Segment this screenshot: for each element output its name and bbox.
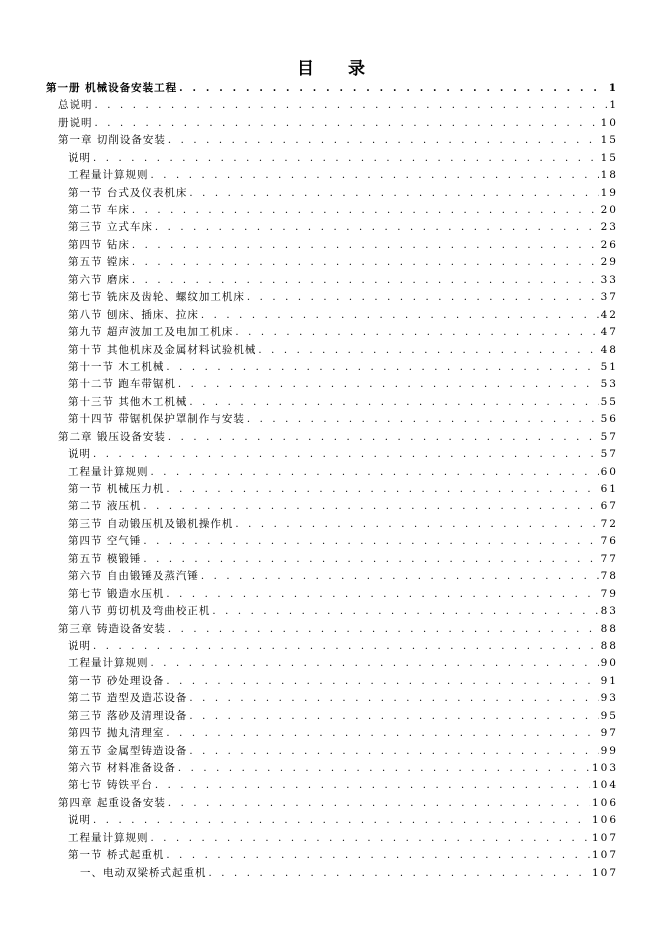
toc-entry-page: 107 — [591, 849, 618, 862]
toc-entry-title: 说明 — [68, 814, 91, 827]
toc-entry — [46, 621, 616, 638]
toc-dot-leader — [132, 254, 599, 271]
toc-entry — [46, 80, 616, 97]
toc-entry — [46, 778, 616, 795]
toc-entry-title: 第三节 自动锻压机及锻机操作机 — [68, 517, 234, 530]
toc-entry — [46, 830, 616, 847]
toc-entry-page: 106 — [591, 814, 618, 827]
toc-dot-leader — [93, 446, 599, 463]
toc-entry — [46, 272, 616, 289]
toc-entry — [46, 376, 616, 393]
toc-entry — [46, 708, 616, 725]
toc-entry-page: 103 — [591, 762, 618, 775]
toc-entry — [46, 202, 616, 219]
toc-entry-title: 第一册 机械设备安装工程 — [46, 81, 178, 94]
toc-dot-leader — [189, 690, 598, 707]
toc-entry — [46, 795, 616, 812]
toc-entry-title: 第六节 磨床 — [68, 273, 130, 286]
toc-entry-title: 第四章 起重设备安装 — [58, 796, 166, 809]
toc-dot-leader — [178, 376, 599, 393]
toc-entry-page: 26 — [600, 238, 618, 251]
toc-dot-leader — [235, 324, 598, 341]
toc-dot-leader — [189, 743, 598, 760]
toc-entry-title: 一、电动双梁桥式起重机 — [80, 866, 207, 879]
toc-entry-title: 第六节 自由锻锤及蒸汽锤 — [68, 570, 199, 583]
toc-dot-leader — [209, 865, 590, 882]
toc-entry — [46, 533, 616, 550]
toc-entry — [46, 394, 616, 411]
toc-entry-page: 99 — [600, 744, 618, 757]
toc-entry — [46, 812, 616, 829]
toc-dot-leader — [93, 638, 599, 655]
toc-entry-title: 说明 — [68, 151, 91, 164]
toc-entry — [46, 568, 616, 585]
toc-dot-leader — [132, 202, 599, 219]
toc-entry-page: 72 — [600, 517, 618, 530]
toc-entry — [46, 150, 616, 167]
toc-entry-page: 20 — [600, 204, 618, 217]
toc-entry — [46, 446, 616, 463]
toc-dot-leader — [95, 115, 599, 132]
page-title: 目 录 — [297, 59, 379, 79]
toc-entry — [46, 132, 616, 149]
toc-entry-title: 说明 — [68, 639, 91, 652]
toc-entry-page: 23 — [600, 221, 618, 234]
toc-entry-title: 第一节 台式及仪表机床 — [68, 186, 188, 199]
toc-dot-leader — [166, 481, 598, 498]
toc-entry — [46, 847, 616, 864]
toc-entry — [46, 324, 616, 341]
toc-entry-page: 56 — [600, 413, 618, 426]
toc-entry-title: 第二节 车床 — [68, 204, 130, 217]
toc-entry-page: 53 — [600, 378, 618, 391]
toc-dot-leader — [166, 586, 598, 603]
toc-dot-leader — [143, 551, 598, 568]
toc-entry — [46, 289, 616, 306]
toc-dot-leader — [166, 725, 598, 742]
toc-dot-leader — [95, 97, 608, 114]
toc-entry — [46, 673, 616, 690]
toc-dot-leader — [132, 237, 599, 254]
toc-entry-title: 第三节 落砂及清理设备 — [68, 709, 188, 722]
toc-entry-page: 18 — [600, 169, 618, 182]
toc-entry — [46, 499, 616, 516]
toc-dot-leader — [151, 464, 599, 481]
toc-entry — [46, 638, 616, 655]
toc-entry-title: 第三章 铸造设备安装 — [58, 622, 166, 635]
toc-entry — [46, 725, 616, 742]
toc-dot-leader — [151, 655, 599, 672]
toc-dot-leader — [166, 673, 598, 690]
toc-entry-page: 55 — [600, 395, 618, 408]
toc-entry-page: 1 — [608, 81, 618, 94]
toc-entry-page: 57 — [600, 448, 618, 461]
toc-entry-title: 第十节 其他机床及金属材料试验机械 — [68, 343, 257, 356]
toc-entry — [46, 464, 616, 481]
toc-entry-title: 第四节 钻床 — [68, 238, 130, 251]
toc-dot-leader — [168, 621, 599, 638]
toc-entry — [46, 690, 616, 707]
toc-entry-page: 107 — [591, 831, 618, 844]
toc-dot-leader — [168, 795, 590, 812]
toc-entry-title: 第五节 模锻锤 — [68, 552, 142, 565]
toc-entry — [46, 760, 616, 777]
toc-entry-title: 第一节 机械压力机 — [68, 483, 165, 496]
toc-entry — [46, 603, 616, 620]
toc-entry-page: 37 — [600, 291, 618, 304]
toc-dot-leader — [179, 80, 607, 97]
toc-dot-leader — [189, 708, 598, 725]
toc-entry-page: 106 — [591, 796, 618, 809]
toc-entry-page: 78 — [600, 570, 618, 583]
toc-entry-title: 第一章 切削设备安装 — [58, 134, 166, 147]
toc-entry-page: 79 — [600, 587, 618, 600]
toc-entry-title: 第十一节 木工机械 — [68, 360, 165, 373]
toc-entry — [46, 359, 616, 376]
toc-entry-title: 第七节 铸铁平台 — [68, 779, 153, 792]
toc-entry-title: 第一节 桥式起重机 — [68, 849, 165, 862]
toc-dot-leader — [168, 429, 599, 446]
toc-entry — [46, 743, 616, 760]
toc-entry-title: 第四节 空气锤 — [68, 535, 142, 548]
toc-entry-page: 15 — [600, 134, 618, 147]
toc-entry-page: 1 — [609, 99, 618, 112]
toc-entry-page: 76 — [600, 535, 618, 548]
toc-entry-title: 第九节 超声波加工及电加工机床 — [68, 326, 234, 339]
toc-entry-title: 工程量计算规则 — [68, 465, 149, 478]
toc-entry — [46, 237, 616, 254]
toc-entry-title: 第一节 砂处理设备 — [68, 674, 165, 687]
toc-dot-leader — [201, 568, 599, 585]
toc-dot-leader — [132, 272, 599, 289]
toc-dot-leader — [93, 812, 590, 829]
toc-entry — [46, 185, 616, 202]
toc-entry-title: 工程量计算规则 — [68, 831, 149, 844]
toc-entry-page: 33 — [600, 273, 618, 286]
toc-entry-page: 95 — [600, 709, 618, 722]
toc-entry — [46, 115, 616, 132]
toc-entry-title: 第十四节 带锯机保护罩制作与安装 — [68, 413, 245, 426]
toc-entry-title: 说明 — [68, 448, 91, 461]
toc-entry-page: 10 — [600, 116, 618, 129]
toc-entry-title: 第三节 立式车床 — [68, 221, 153, 234]
toc-entry — [46, 167, 616, 184]
toc-entry — [46, 97, 616, 114]
toc-entry-page: 107 — [591, 866, 618, 879]
toc-entry-page: 47 — [600, 326, 618, 339]
toc-dot-leader — [166, 359, 598, 376]
toc-entry — [46, 342, 616, 359]
toc-dot-leader — [166, 847, 590, 864]
toc-entry-title: 总说明 — [58, 99, 93, 112]
toc-dot-leader — [168, 132, 599, 149]
toc-entry — [46, 516, 616, 533]
toc-entry-page: 60 — [600, 465, 618, 478]
toc-entry-page: 19 — [600, 186, 618, 199]
toc-dot-leader — [151, 167, 599, 184]
toc-entry — [46, 307, 616, 324]
toc-dot-leader — [189, 185, 598, 202]
toc-entry — [46, 551, 616, 568]
toc-entry-title: 第十三节 其他木工机械 — [68, 395, 188, 408]
toc-dot-leader — [247, 411, 599, 428]
toc-entry-page: 93 — [600, 692, 618, 705]
toc-dot-leader — [93, 150, 599, 167]
toc-dot-leader — [189, 394, 598, 411]
toc-dot-leader — [143, 533, 598, 550]
toc-entry-title: 册说明 — [58, 116, 93, 129]
toc-dot-leader — [212, 603, 598, 620]
toc-entry-title: 第五节 镗床 — [68, 256, 130, 269]
toc-entry-title: 第七节 锻造水压机 — [68, 587, 165, 600]
toc-entry-page: 77 — [600, 552, 618, 565]
toc-entry-page: 15 — [600, 151, 618, 164]
toc-entry-page: 57 — [600, 430, 618, 443]
toc-entry-page: 29 — [600, 256, 618, 269]
toc-entry-page: 83 — [600, 605, 618, 618]
toc-entry-title: 第六节 材料准备设备 — [68, 762, 176, 775]
toc-entry-title: 第八节 剪切机及弯曲校正机 — [68, 605, 211, 618]
toc-entry — [46, 481, 616, 498]
toc-entry — [46, 254, 616, 271]
toc-entry-title: 第四节 抛丸清理室 — [68, 727, 165, 740]
toc-dot-leader — [155, 219, 599, 236]
toc-entry-title: 第二节 造型及造芯设备 — [68, 692, 188, 705]
toc-entry-page: 67 — [600, 500, 618, 513]
toc-entry-title: 工程量计算规则 — [68, 657, 149, 670]
toc-entry — [46, 220, 616, 237]
toc-entry-title: 第二章 锻压设备安装 — [58, 430, 166, 443]
toc-entry-title: 第二节 液压机 — [68, 500, 142, 513]
toc-entry-title: 第五节 金属型铸造设备 — [68, 744, 188, 757]
table-of-contents — [46, 80, 616, 882]
toc-entry — [46, 865, 616, 882]
toc-entry-page: 42 — [600, 308, 618, 321]
toc-dot-leader — [247, 289, 599, 306]
toc-dot-leader — [151, 830, 590, 847]
toc-entry-page: 91 — [600, 674, 618, 687]
toc-entry-page: 88 — [600, 639, 618, 652]
toc-dot-leader — [155, 777, 590, 794]
toc-entry-title: 第七节 铣床及齿轮、螺纹加工机床 — [68, 291, 245, 304]
toc-entry-page: 48 — [600, 343, 618, 356]
toc-entry-page: 51 — [600, 360, 618, 373]
toc-dot-leader — [258, 342, 598, 359]
toc-entry-page: 88 — [600, 622, 618, 635]
toc-entry — [46, 586, 616, 603]
toc-entry-page: 104 — [591, 779, 618, 792]
toc-entry-page: 61 — [600, 483, 618, 496]
toc-dot-leader — [178, 760, 590, 777]
toc-entry-page: 97 — [600, 727, 618, 740]
toc-entry — [46, 655, 616, 672]
toc-dot-leader — [143, 498, 598, 515]
toc-entry — [46, 429, 616, 446]
toc-entry-page: 90 — [600, 657, 618, 670]
toc-dot-leader — [201, 307, 599, 324]
toc-entry-title: 第十二节 跑车带锯机 — [68, 378, 176, 391]
toc-entry-title: 第八节 刨床、插床、拉床 — [68, 308, 199, 321]
toc-dot-leader — [235, 516, 598, 533]
toc-entry-title: 工程量计算规则 — [68, 169, 149, 182]
toc-entry — [46, 411, 616, 428]
